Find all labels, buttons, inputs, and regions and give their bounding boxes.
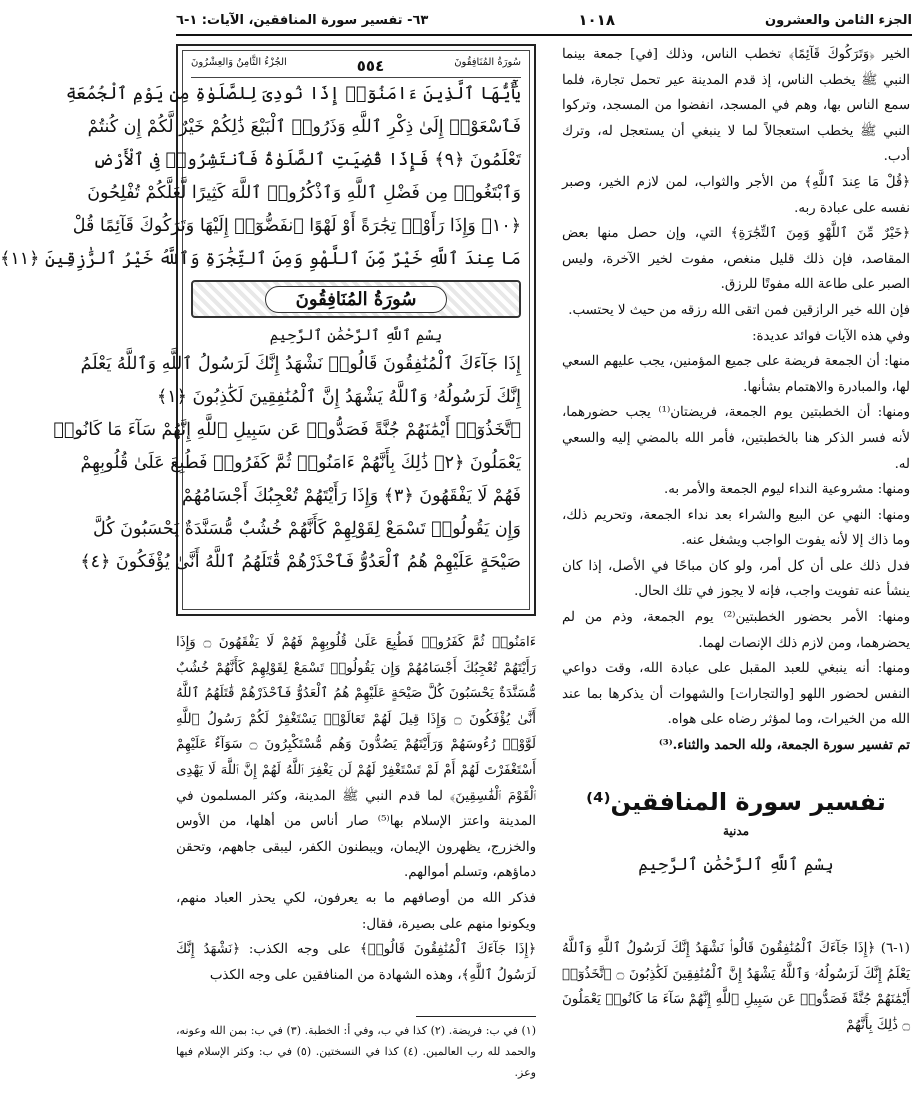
right-column (562, 42, 910, 887)
mushaf-page-number: ٥٥٤ (356, 57, 385, 75)
verse-line: وَإِن يَقُولُوا۟ تَسْمَعْ لِقَوْلِهِمْ كَأَنَّهُمْ خُشُبٌ مُّسَنَّدَةٌ يَحْسَبُونَ كُلَّ (92, 519, 521, 539)
footnote-text: (١) في ب: فريضة. (٢) كذا في ب، وفي أ: الخطبة. (٣) في ب: بمن الله وعونه، والحمد لله رب العالمين. (٤) كذا في النسختين. (٥) في ب: وكثر الإسلام فيها وعز. (176, 1024, 536, 1079)
bottom-right-column (562, 936, 910, 1038)
section-label: ٦٣- تفسير سورة المنافقين، الآيات: ١-٦ (176, 12, 429, 28)
verse-line: تَعْلَمُونَ ﴿٩﴾ فَإِذَا قُضِيَتِ ٱلصَّلَوٰةُ فَٱنتَشِرُوا۟ فِى ٱلْأَرْضِ (92, 150, 521, 170)
mushaf-juz-name: الجُزْءُ الثَّامِنُ وَالعِشْرُونَ (191, 57, 287, 68)
paragraph: ﴿إِذَا جَآءَكَ ٱلْمُنَٰفِقُونَ قَالُوا۟﴾ على وجه الكذب: ﴿نَشْهَدُ إِنَّكَ لَرَسُولُ ٱللَّهِ﴾، وهذه الشهادة من المنافقين على وجه الكذب (176, 942, 536, 983)
paragraph: فإن الله خير الرازقين فمن اتقى الله رزقه من حيث لا يحتسب. (568, 302, 910, 318)
paragraph: ﴿قُلْ مَا عِندَ ٱللَّهِ﴾ من الأجر والثواب، لمن لازم الخير، وصبر نفسه على عبادة ربه. (562, 174, 910, 216)
verse-line: مَا عِندَ ٱللَّهِ خَيْرٌ مِّنَ ٱللَّهْوِ وَمِنَ ٱلتِّجَٰرَةِ وَٱللَّهُ خَيْرُ ٱلرَّٰزِقِينَ ﴿١١﴾ (0, 249, 521, 269)
footnotes (176, 1020, 536, 1083)
verse-line: ﴿١٠﴾ وَإِذَا رَأَوْا۟ تِجَٰرَةً أَوْ لَهْوًا ٱنفَضُّوٓا۟ إِلَيْهَا وَتَرَكُوكَ قَآئِمًا قُلْ (72, 216, 521, 236)
surah-banner-title: سُورَةُ المُنَافِقُونَ (265, 286, 448, 313)
left-column (176, 630, 536, 988)
surah-banner (191, 280, 521, 318)
verse-line: إِذَا جَآءَكَ ٱلْمُنَٰفِقُونَ قَالُوا۟ نَشْهَدُ إِنَّكَ لَرَسُولُ ٱللَّهِ وَٱللَّهُ يَعْلَمُ (80, 354, 521, 374)
paragraph: الخير ﴿وَتَرَكُوكَ قَآئِمًا﴾ تخطب الناس، وذلك [في] جمعة بينما النبي ﷺ يخطب الناس، إذ قدم المدينة عير تحمل تجارة، فلما سمع الناس بها، وهم في المسجد، انفضوا من المسجد، وتركوا النبي ﷺ يخطب استعجالاً لما لا ينبغي أن يستعجل له، وترك أدب. (562, 47, 910, 165)
verse-line: صَيْحَةٍ عَلَيْهِمْ هُمُ ٱلْعَدُوُّ فَٱحْذَرْهُمْ قَٰتَلَهُمُ ٱللَّهُ أَنَّىٰ يُؤْفَكُونَ ﴿٤﴾ (80, 552, 521, 572)
paragraph: (١-٦) ﴿إِذَا جَآءَكَ ٱلْمُنَٰفِقُونَ قَالُوا۟ نَشْهَدُ إِنَّكَ لَرَسُولُ ٱللَّهِ وَٱللَّهُ يَعْلَمُ إِنَّكَ لَرَسُولُهُۥ وَٱللَّهُ يَشْهَدُ إِنَّ ٱلْمُنَٰفِقِينَ لَكَٰذِبُونَ ۝ ٱتَّخَذُوٓا۟ أَيْمَٰنَهُمْ جُنَّةً فَصَدُّوا۟ عَن سَبِيلِ ٱللَّهِ إِنَّهُمْ سَآءَ مَا كَانُوا۟ يَعْمَلُونَ ۝ ذَٰلِكَ بِأَنَّهُمْ (562, 941, 910, 1033)
verse-line: إِنَّكَ لَرَسُولُهُۥ وَٱللَّهُ يَشْهَدُ إِنَّ ٱلْمُنَٰفِقِينَ لَكَٰذِبُونَ ﴿١﴾ (156, 387, 521, 407)
verse-line: يَٰٓأَيُّهَا ٱلَّذِينَ ءَامَنُوٓا۟ إِذَا نُودِىَ لِلصَّلَوٰةِ مِن يَوْمِ ٱلْجُمُعَةِ (65, 84, 521, 104)
mushaf-basmala: بِسْمِ ٱللَّهِ ٱلرَّحْمَٰنِ ٱلرَّحِيمِ (269, 326, 443, 344)
footnote-rule (416, 1016, 536, 1017)
verse-line: وَٱبْتَغُوا۟ مِن فَضْلِ ٱللَّهِ وَٱذْكُرُوا۟ ٱللَّهَ كَثِيرًا لَّعَلَّكُمْ تُفْلِحُونَ (87, 183, 521, 203)
verse-line: ٱتَّخَذُوٓا۟ أَيْمَٰنَهُمْ جُنَّةً فَصَدُّوا۟ عَن سَبِيلِ ٱللَّهِ إِنَّهُمْ سَآءَ مَا كَانُوا۟ (53, 420, 521, 440)
verse-line: فَٱسْعَوْا۟ إِلَىٰ ذِكْرِ ٱللَّهِ وَذَرُوا۟ ٱلْبَيْعَ ذَٰلِكُمْ خَيْرٌ لَّكُمْ إِن كُنتُمْ (87, 117, 521, 137)
paragraph: وفي هذه الآيات فوائد عديدة: (752, 328, 910, 344)
paragraph: ومنها: مشروعية النداء ليوم الجمعة والأمر به. (663, 482, 910, 498)
verse-line: فَهُمْ لَا يَفْقَهُونَ ﴿٣﴾ وَإِذَا رَأَيْتَهُمْ تُعْجِبُكَ أَجْسَامُهُمْ (182, 486, 521, 506)
paragraph: فذكر الله من أوصافهم ما به يعرفون، لكي يحذر العباد منهم، ويكونوا منهم على بصيرة، فقال: (176, 890, 536, 932)
mushaf-surah-name: سُورَةُ المُنَافِقُونَ (454, 57, 521, 68)
paragraph: ومنها: الأمر بحضور الخطبتين⁽²⁾ يوم الجمعة، وذم من لم يحضرهما، ومن لازم ذلك الإنصات لهما. (562, 610, 910, 651)
paragraph: ومنها: أن الخطبتين يوم الجمعة، فريضتان⁽¹⁾ يجب حضورهما، لأنه فسر الذكر هنا بالخطبتين، فأمر الله بالمضي إليه والسعي له. (562, 405, 910, 472)
verse-line: يَعْمَلُونَ ﴿٢﴾ ذَٰلِكَ بِأَنَّهُمْ ءَامَنُوا۟ ثُمَّ كَفَرُوا۟ فَطُبِعَ عَلَىٰ قُلُوبِهِمْ (80, 453, 521, 473)
page-header (176, 6, 912, 34)
paragraph: فدل ذلك على أن كل أمر، ولو كان مباحًا في الأصل، إذا كان ينشأ عنه تفويت واجب، فإنه لا يجوز في تلك الحال. (562, 558, 910, 600)
paragraph: منها: أن الجمعة فريضة على جميع المؤمنين، يجب عليهم السعي لها، والمبادرة والاهتمام بشأنها. (562, 354, 910, 395)
paragraph: ءَامَنُوا۟ ثُمَّ كَفَرُوا۟ فَطُبِعَ عَلَىٰ قُلُوبِهِمْ فَهُمْ لَا يَفْقَهُونَ ۝ وَإِذَا رَأَيْتَهُمْ تُعْجِبُكَ أَجْسَامُهُمْ وَإِن يَقُولُوا۟ تَسْمَعْ لِقَوْلِهِمْ كَأَنَّهُمْ خُشُبٌ مُّسَنَّدَةٌ يَحْسَبُونَ كُلَّ صَيْحَةٍ عَلَيْهِمْ هُمُ ٱلْعَدُوُّ فَٱحْذَرْهُمْ قَٰتَلَهُمُ ٱللَّهُ أَنَّىٰ يُؤْفَكُونَ ۝ وَإِذَا قِيلَ لَهُمْ تَعَالَوْا۟ يَسْتَغْفِرْ لَكُمْ رَسُولُ ٱللَّهِ لَوَّوْا۟ رُءُوسَهُمْ وَرَأَيْتَهُمْ يَصُدُّونَ وَهُم مُّسْتَكْبِرُونَ ۝ سَوَآءٌ عَلَيْهِمْ أَسْتَغْفَرْتَ لَهُمْ أَمْ لَمْ تَسْتَغْفِرْ لَهُمْ لَن يَغْفِرَ ٱللَّهُ لَهُمْ إِنَّ ٱللَّهَ لَا يَهْدِى ٱلْقَوْمَ ٱلْفَٰسِقِينَ﴾ لما قدم النبي ﷺ المدينة، وكثر المسلمون في المدينة واعتز الإسلام بها⁽⁵⁾ صار أناس من أهلها، من الأوس والخزرج، يظهرون الإيمان، ويبطنون الكفر، ليبقى جاههم، وتحقن دماؤهم، وتسلم أموالهم. (176, 635, 537, 881)
header-rule (176, 34, 912, 36)
juz-label: الجزء الثامن والعشرون (764, 12, 912, 28)
paragraph: ﴿خَيْرٌ مِّنَ ٱللَّهْوِ وَمِنَ ٱلتِّجَٰرَةِ﴾ التي، وإن حصل منها بعض المقاصد، فإن ذلك قليل منغص، مفوت لخير الآخرة، وليس الصبر على طاعة الله مفوتًا للرزق. (562, 226, 910, 293)
surah-type: مدنية (722, 823, 750, 838)
surah-commentary-title: تفسير سورة المنافقين⁽⁴⁾ (586, 787, 886, 816)
closing-line: تم تفسير سورة الجمعة، ولله الحمد والثناء.⁽³⁾ (658, 738, 910, 754)
mushaf-page (0, 44, 536, 616)
mushaf-header (191, 57, 521, 78)
paragraph: ومنها: أنه ينبغي للعبد المقبل على عبادة الله، وقت دواعي النفس لحضور اللهو [والتجارات] والشهوات أن يذكرها بما عند الله من الخيرات، وما لمؤثر رضاه على هواه. (562, 661, 910, 728)
basmala: بِسْمِ ٱللَّهِ ٱلرَّحْمَٰنِ ٱلرَّحِيمِ (638, 854, 834, 875)
paragraph: ومنها: النهي عن البيع والشراء بعد نداء الجمعة، وتحريم ذلك، وما ذاك إلا لأنه يفوت الواجب ويشغل عنه. (562, 507, 910, 549)
page-number: ١٠١٨ (578, 11, 615, 29)
